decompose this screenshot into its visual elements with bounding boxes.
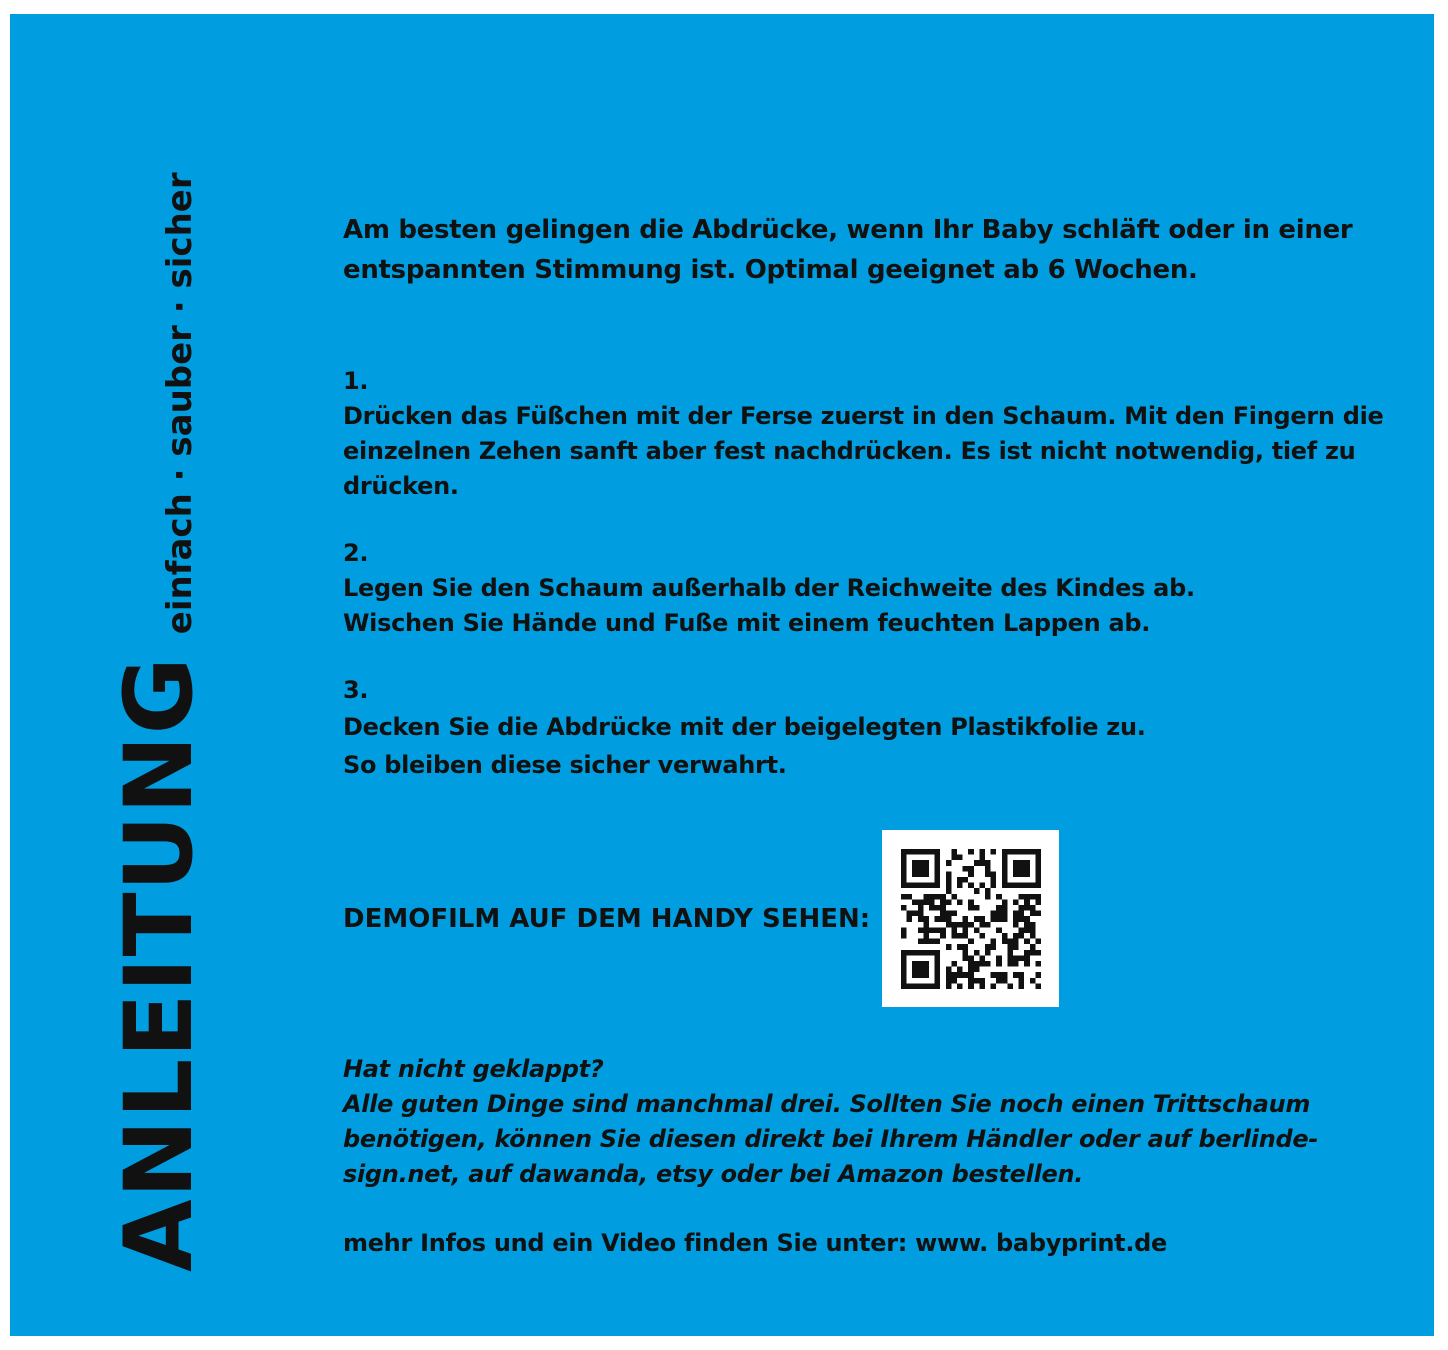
instructions [343, 210, 1403, 784]
side-heading [105, 172, 214, 1272]
step-number: 2. [343, 539, 369, 567]
step-number: 3. [343, 676, 369, 704]
qr-code-icon[interactable] [882, 830, 1059, 1007]
instruction-card [10, 14, 1434, 1336]
qr-code-graphic [901, 849, 1041, 989]
demo-film-row [343, 830, 1059, 1007]
faq-answer: Alle guten Dinge sind manchmal drei. Sollten Sie noch einen Trittschaum benötigen, können Sie diesen direkt bei Ihrem Händler oder auf berlinde-sign.net, auf dawanda, etsy oder bei Amazon bestellen. [343, 1090, 1319, 1188]
step-1 [343, 364, 1403, 504]
step-text: Legen Sie den Schaum außerhalb der Reichweite des Kindes ab. Wischen Sie Hände und Fuße mit einem feuchten Lappen ab. [343, 574, 1195, 637]
step-2 [343, 536, 1403, 641]
step-text: Drücken das Füßchen mit der Ferse zuerst in den Schaum. Mit den Fingern die einzelnen Zehen sanft aber fest nachdrücken. Es ist nicht notwendig, tief zu drücken. [343, 402, 1384, 500]
faq-question: Hat nicht geklappt? [343, 1055, 604, 1083]
step-text: Decken Sie die Abdrücke mit der beigelegten Plastikfolie zu. So bleiben diese sicher verwahrt. [343, 713, 1146, 779]
intro-text: Am besten gelingen die Abdrücke, wenn Ihr Baby schläft oder in einer entspannten Stimmung ist. Optimal geeignet ab 6 Wochen. [343, 215, 1353, 285]
demo-film-label: DEMOFILM AUF DEM HANDY SEHEN: [343, 903, 871, 934]
step-3 [343, 673, 1403, 784]
side-title: ANLEITUNG [105, 656, 214, 1272]
step-number: 1. [343, 367, 369, 395]
more-info-link[interactable]: mehr Infos und ein Video finden Sie unter: www. babyprint.de [343, 1229, 1168, 1257]
side-subtitle: einfach · sauber · sicher [160, 172, 200, 635]
footer [343, 1052, 1403, 1261]
